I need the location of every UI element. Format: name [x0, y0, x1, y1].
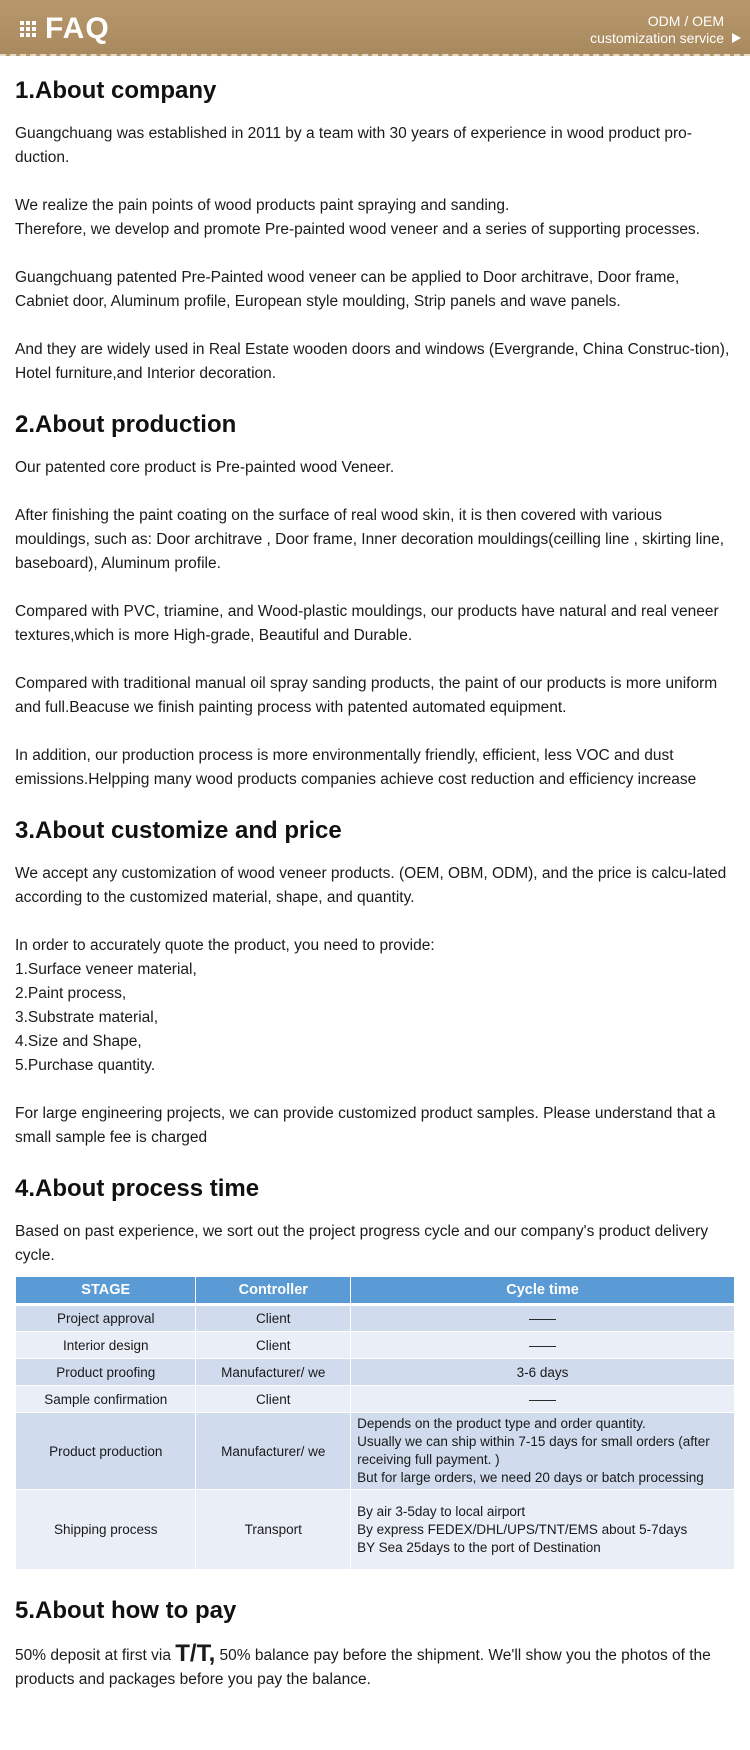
pay-text-pre: 50% deposit at first via	[15, 1647, 176, 1664]
header-service-link[interactable]	[590, 13, 724, 47]
cell-stage: Product production	[16, 1413, 196, 1490]
customize-paragraph-2: For large engineering projects, we can provide customized product samples. Please understand that a small sample fee is charged	[15, 1105, 716, 1146]
cycle-line: BY Sea 25days to the port of Destination	[357, 1539, 601, 1555]
section-heading-production: 2.About production	[15, 411, 237, 438]
pay-paragraph	[15, 1642, 735, 1692]
production-paragraph-3: Compared with PVC, triamine, and Wood-plastic mouldings, our products have natural and real veneer textures,which is more High-grade, Beautiful and Durable.	[15, 603, 719, 644]
company-paragraph-4: And they are widely used in Real Estate wooden doors and windows (Evergrande, China Construc-tion), Hotel furniture,and Interior decoration.	[15, 341, 730, 382]
faq-header	[0, 0, 750, 56]
cell-controller: Client	[196, 1305, 351, 1332]
table-row	[16, 1359, 735, 1386]
list-item: 4.Size and Shape,	[15, 1033, 142, 1050]
cell-cycle-time: ——	[351, 1305, 735, 1332]
table-header-row	[16, 1277, 735, 1305]
production-paragraph-4: Compared with traditional manual oil spray sanding products, the paint of our products is more uniform and full.Beacuse we finish painting process with patented automated equipment.	[15, 675, 718, 716]
cycle-line: Usually we can ship within 7-15 days for small orders (after	[357, 1434, 710, 1449]
section-heading-company: 1.About company	[15, 77, 217, 104]
production-paragraph-5: In addition, our production process is more environmentally friendly, efficient, less VOC and dust emissions.Helpping many wood products companies achieve cost reduction and efficiency increase	[15, 747, 697, 788]
section-heading-process: 4.About process time	[15, 1175, 260, 1202]
table-row	[16, 1413, 735, 1490]
pay-method-tt: T/T,	[175, 1640, 216, 1667]
cycle-line: But for large orders, we need 20 days or batch processing	[357, 1470, 704, 1485]
customize-list-intro: In order to accurately quote the product, you need to provide:	[15, 937, 435, 954]
header-title: FAQ	[45, 12, 110, 45]
production-paragraph-2: After finishing the paint coating on the surface of real wood skin, it is then covered with various mouldings, such as: Door architrave , Door frame, Inner decoration mouldings(ceilling line , skirting line, baseboard), Aluminum profile.	[15, 507, 725, 572]
cell-controller: Client	[196, 1386, 351, 1413]
pay-text-post: 50% balance pay before the shipment. We'll show you the photos of the products and packages before you pay the balance.	[15, 1647, 711, 1688]
cell-cycle-time: ——	[351, 1386, 735, 1413]
section-heading-customize: 3.About customize and price	[15, 817, 342, 844]
company-paragraph-3: Guangchuang patented Pre-Painted wood veneer can be applied to Door architrave, Door frame, Cabniet door, Aluminum profile, European style moulding, Strip panels and wave panels.	[15, 269, 680, 310]
process-paragraph-1: Based on past experience, we sort out the project progress cycle and our company's product delivery cycle.	[15, 1223, 709, 1264]
cell-stage: Product proofing	[16, 1359, 196, 1386]
table-row	[16, 1386, 735, 1413]
section-heading-pay: 5.About how to pay	[15, 1597, 237, 1624]
play-arrow-icon[interactable]	[732, 33, 741, 43]
table-row	[16, 1490, 735, 1570]
faq-content	[15, 72, 735, 1716]
cycle-line: By air 3-5day to local airport	[357, 1503, 526, 1519]
table-row	[16, 1332, 735, 1359]
cell-stage: Project approval	[16, 1305, 196, 1332]
cell-cycle-time: ——	[351, 1332, 735, 1359]
column-header-cycle-time: Cycle time	[351, 1277, 735, 1305]
cell-cycle-time	[351, 1490, 735, 1570]
cell-cycle-time: 3-6 days	[351, 1359, 735, 1386]
list-item: 3.Substrate material,	[15, 1009, 159, 1026]
cell-stage: Interior design	[16, 1332, 196, 1359]
company-paragraph-2	[15, 194, 735, 242]
company-paragraph-1: Guangchuang was established in 2011 by a team with 30 years of experience in wood product pro-duction.	[15, 125, 692, 166]
column-header-stage: STAGE	[16, 1277, 196, 1305]
cycle-line: receiving full payment. )	[357, 1452, 500, 1467]
cell-stage: Sample confirmation	[16, 1386, 196, 1413]
column-header-controller: Controller	[196, 1277, 351, 1305]
customize-paragraph-1: We accept any customization of wood veneer products. (OEM, OBM, ODM), and the price is calcu-lated according to the customized material, shape, and quantity.	[15, 865, 727, 906]
cycle-line: By express FEDEX/DHL/UPS/TNT/EMS about 5-7days	[357, 1521, 688, 1537]
header-right-line2: customization service	[590, 30, 724, 46]
cell-controller: Manufacturer/ we	[196, 1413, 351, 1490]
grid-icon	[20, 21, 36, 37]
cell-controller: Client	[196, 1332, 351, 1359]
production-paragraph-1: Our patented core product is Pre-painted wood Veneer.	[15, 459, 395, 476]
cell-controller: Manufacturer/ we	[196, 1359, 351, 1386]
list-item: 2.Paint process,	[15, 985, 127, 1002]
header-right-line1: ODM / OEM	[647, 13, 724, 29]
cell-stage: Shipping process	[16, 1490, 196, 1570]
company-paragraph-2a: We realize the pain points of wood products paint spraying and sanding.	[15, 197, 510, 214]
cell-controller: Transport	[196, 1490, 351, 1570]
table-row	[16, 1305, 735, 1332]
company-paragraph-2b: Therefore, we develop and promote Pre-painted wood veneer and a series of supporting processes.	[15, 221, 700, 238]
cycle-line: Depends on the product type and order quantity.	[357, 1416, 646, 1431]
list-item: 1.Surface veneer material,	[15, 961, 197, 978]
cell-cycle-time	[351, 1413, 735, 1490]
customize-requirements-list	[15, 958, 735, 1078]
list-item: 5.Purchase quantity.	[15, 1057, 156, 1074]
process-cycle-table	[15, 1276, 735, 1570]
